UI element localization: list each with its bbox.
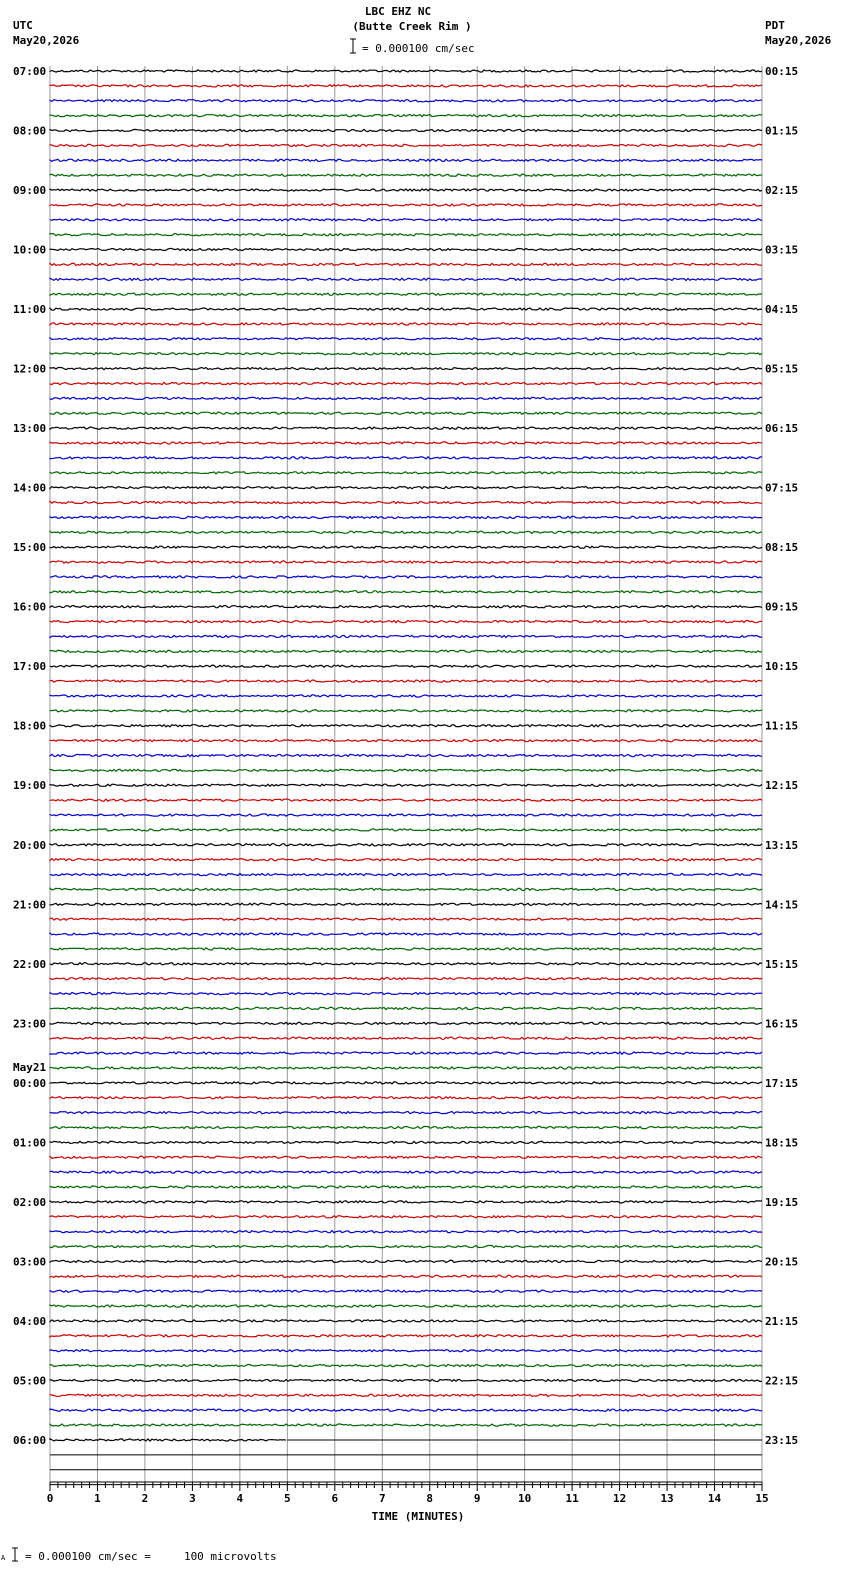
trace-row-13	[50, 263, 762, 265]
x-axis-label: TIME (MINUTES)	[371, 1510, 465, 1523]
trace-row-10	[50, 219, 762, 221]
trace-row-76	[50, 1201, 762, 1203]
hour-label-right-1: 01:15	[765, 124, 799, 138]
trace-row-56	[50, 903, 762, 905]
hour-label-left-9: 16:00	[13, 600, 47, 614]
x-tick-label-3: 3	[189, 1492, 196, 1505]
hour-label-left-3: 10:00	[13, 243, 47, 257]
trace-row-31	[50, 531, 762, 533]
hour-label-right-22: 22:15	[765, 1374, 799, 1388]
right-timezone: PDT	[765, 19, 785, 32]
trace-row-78	[50, 1231, 762, 1233]
right-date: May20,2026	[765, 34, 832, 47]
trace-row-61	[50, 978, 762, 980]
trace-row-71	[50, 1126, 762, 1128]
hour-label-left-8: 15:00	[13, 541, 47, 555]
hour-label-right-20: 20:15	[765, 1255, 799, 1269]
hour-label-right-2: 02:15	[765, 184, 799, 198]
trace-row-33	[50, 561, 762, 563]
left-hour-labels	[13, 65, 46, 1447]
trace-row-83	[50, 1305, 762, 1307]
trace-row-47	[50, 769, 762, 771]
trace-row-11	[50, 234, 762, 236]
trace-row-59	[50, 948, 762, 950]
hour-label-right-10: 10:15	[765, 660, 799, 674]
trace-row-67	[50, 1067, 762, 1069]
x-tick-label-1: 1	[94, 1492, 101, 1505]
hour-label-right-19: 19:15	[765, 1195, 799, 1209]
trace-row-7	[50, 174, 762, 176]
trace-row-55	[50, 888, 762, 890]
trace-row-88	[50, 1379, 762, 1381]
x-tick-label-7: 7	[378, 1492, 386, 1505]
trace-row-3	[50, 115, 762, 117]
x-tick-label-11: 11	[565, 1492, 579, 1505]
trace-row-30	[50, 516, 762, 518]
trace-row-60	[50, 963, 762, 965]
hour-label-left-16: 23:00	[13, 1017, 47, 1031]
date-change-label: May21	[13, 1061, 47, 1074]
hour-label-right-12: 12:15	[765, 779, 799, 793]
trace-row-16	[50, 308, 762, 310]
trace-row-4	[50, 129, 762, 131]
x-tick-label-4: 4	[236, 1492, 244, 1505]
hour-label-left-1: 08:00	[13, 124, 47, 138]
hour-label-right-11: 11:15	[765, 719, 799, 733]
hour-label-left-0: 07:00	[13, 65, 47, 78]
hour-label-left-5: 12:00	[13, 362, 47, 376]
trace-row-92	[50, 1439, 286, 1441]
hour-label-left-15: 22:00	[13, 957, 47, 971]
trace-row-38	[50, 635, 762, 637]
seismic-traces	[50, 70, 762, 1485]
hour-label-left-23: 06:00	[13, 1433, 47, 1447]
trace-row-0	[50, 70, 762, 72]
trace-row-54	[50, 873, 762, 875]
hour-label-left-6: 13:00	[13, 422, 47, 436]
trace-row-39	[50, 650, 762, 652]
left-date: May20,2026	[13, 34, 80, 47]
trace-row-68	[50, 1082, 762, 1084]
trace-row-2	[50, 100, 762, 102]
trace-row-57	[50, 918, 762, 920]
trace-row-84	[50, 1320, 762, 1322]
trace-row-6	[50, 159, 762, 161]
trace-row-48	[50, 784, 762, 786]
trace-row-17	[50, 323, 762, 325]
hour-label-right-16: 16:15	[765, 1017, 799, 1031]
trace-row-42	[50, 695, 762, 697]
trace-row-15	[50, 293, 762, 295]
trace-row-43	[50, 710, 762, 712]
trace-row-23	[50, 412, 762, 414]
hour-label-right-21: 21:15	[765, 1314, 799, 1328]
trace-row-66	[50, 1052, 762, 1054]
trace-row-34	[50, 576, 762, 578]
hour-label-right-14: 14:15	[765, 898, 799, 912]
trace-row-1	[50, 85, 762, 87]
trace-row-82	[50, 1290, 762, 1292]
trace-row-26	[50, 457, 762, 459]
hour-label-right-17: 17:15	[765, 1076, 799, 1090]
x-tick-label-15: 15	[755, 1492, 769, 1505]
hour-label-right-15: 15:15	[765, 957, 799, 971]
x-tick-label-8: 8	[426, 1492, 434, 1505]
trace-row-89	[50, 1394, 762, 1396]
x-tick-label-6: 6	[331, 1492, 339, 1505]
trace-row-9	[50, 204, 762, 206]
hour-label-left-4: 11:00	[13, 303, 47, 317]
trace-row-64	[50, 1022, 762, 1024]
hour-label-left-14: 21:00	[13, 898, 47, 912]
trace-row-80	[50, 1260, 762, 1262]
trace-row-70	[50, 1112, 762, 1114]
trace-row-35	[50, 591, 762, 593]
hour-label-left-10: 17:00	[13, 660, 47, 674]
trace-row-51	[50, 829, 762, 831]
left-timezone: UTC	[13, 19, 33, 32]
trace-row-85	[50, 1335, 762, 1337]
trace-row-74	[50, 1171, 762, 1173]
hour-label-right-3: 03:15	[765, 243, 799, 257]
hour-label-left-11: 18:00	[13, 719, 47, 733]
trace-row-49	[50, 799, 762, 801]
trace-row-24	[50, 427, 762, 429]
trace-row-63	[50, 1007, 762, 1009]
hour-label-right-5: 05:15	[765, 362, 799, 376]
x-tick-label-13: 13	[660, 1492, 674, 1505]
hour-label-right-13: 13:15	[765, 838, 799, 852]
hour-label-left-22: 05:00	[13, 1374, 47, 1388]
trace-row-72	[50, 1141, 762, 1143]
hour-label-right-9: 09:15	[765, 600, 799, 614]
trace-row-36	[50, 606, 762, 608]
hour-label-right-18: 18:15	[765, 1136, 799, 1150]
hour-label-left-20: 03:00	[13, 1255, 47, 1269]
trace-row-41	[50, 680, 762, 682]
trace-row-29	[50, 501, 762, 503]
hour-label-right-8: 08:15	[765, 541, 799, 555]
station-line: LBC EHZ NC	[364, 5, 432, 18]
hour-label-left-7: 14:00	[13, 481, 47, 495]
trace-row-62	[50, 993, 762, 995]
hour-label-left-21: 04:00	[13, 1314, 47, 1328]
hour-label-left-19: 02:00	[13, 1195, 47, 1209]
hour-label-right-6: 06:15	[765, 422, 799, 436]
trace-row-91	[50, 1424, 762, 1426]
hour-label-left-2: 09:00	[13, 184, 47, 198]
right-hour-labels	[765, 65, 798, 1447]
trace-row-19	[50, 353, 762, 355]
trace-row-44	[50, 725, 762, 727]
trace-row-81	[50, 1275, 762, 1277]
trace-row-65	[50, 1037, 762, 1039]
x-tick-label-9: 9	[473, 1492, 481, 1505]
trace-row-8	[50, 189, 762, 191]
trace-row-77	[50, 1216, 762, 1218]
trace-row-28	[50, 487, 762, 489]
trace-row-25	[50, 442, 762, 444]
trace-row-27	[50, 472, 762, 474]
trace-row-79	[50, 1245, 762, 1247]
trace-row-14	[50, 278, 762, 280]
trace-row-32	[50, 546, 762, 548]
station-name: (Butte Creek Rim )	[352, 20, 472, 33]
hour-label-left-17: 00:00	[13, 1076, 47, 1090]
hour-label-left-13: 20:00	[13, 838, 47, 852]
hour-label-left-18: 01:00	[13, 1136, 47, 1150]
x-tick-label-10: 10	[518, 1492, 532, 1505]
trace-row-90	[50, 1409, 762, 1411]
hour-label-right-7: 07:15	[765, 481, 799, 495]
trace-row-46	[50, 754, 762, 756]
trace-row-53	[50, 859, 762, 861]
trace-row-5	[50, 144, 762, 146]
x-tick-label-2: 2	[141, 1492, 149, 1505]
x-tick-label-14: 14	[707, 1492, 722, 1505]
trace-row-86	[50, 1350, 762, 1352]
trace-row-75	[50, 1186, 762, 1188]
hour-label-right-0: 00:15	[765, 65, 799, 78]
trace-row-73	[50, 1156, 762, 1158]
x-axis	[47, 1482, 769, 1505]
hour-label-left-12: 19:00	[13, 779, 47, 793]
trace-row-37	[50, 621, 762, 623]
trace-row-20	[50, 368, 762, 370]
trace-row-21	[50, 382, 762, 384]
trace-row-18	[50, 338, 762, 340]
x-tick-label-5: 5	[284, 1492, 291, 1505]
trace-row-52	[50, 844, 762, 846]
hour-label-right-4: 04:15	[765, 303, 799, 317]
trace-row-58	[50, 933, 762, 935]
x-tick-label-12: 12	[612, 1492, 627, 1505]
x-tick-label-0: 0	[46, 1492, 54, 1505]
footer-marker: A	[1, 1554, 6, 1562]
trace-row-22	[50, 397, 762, 399]
trace-row-40	[50, 665, 762, 667]
trace-row-69	[50, 1097, 762, 1099]
hour-label-right-23: 23:15	[765, 1433, 799, 1447]
trace-row-87	[50, 1365, 762, 1367]
trace-row-50	[50, 814, 762, 816]
trace-row-45	[50, 740, 762, 742]
trace-row-12	[50, 249, 762, 251]
scale-text: = 0.000100 cm/sec	[362, 42, 475, 55]
footer-scale-text: = 0.000100 cm/sec = 100 microvolts	[25, 1550, 277, 1563]
